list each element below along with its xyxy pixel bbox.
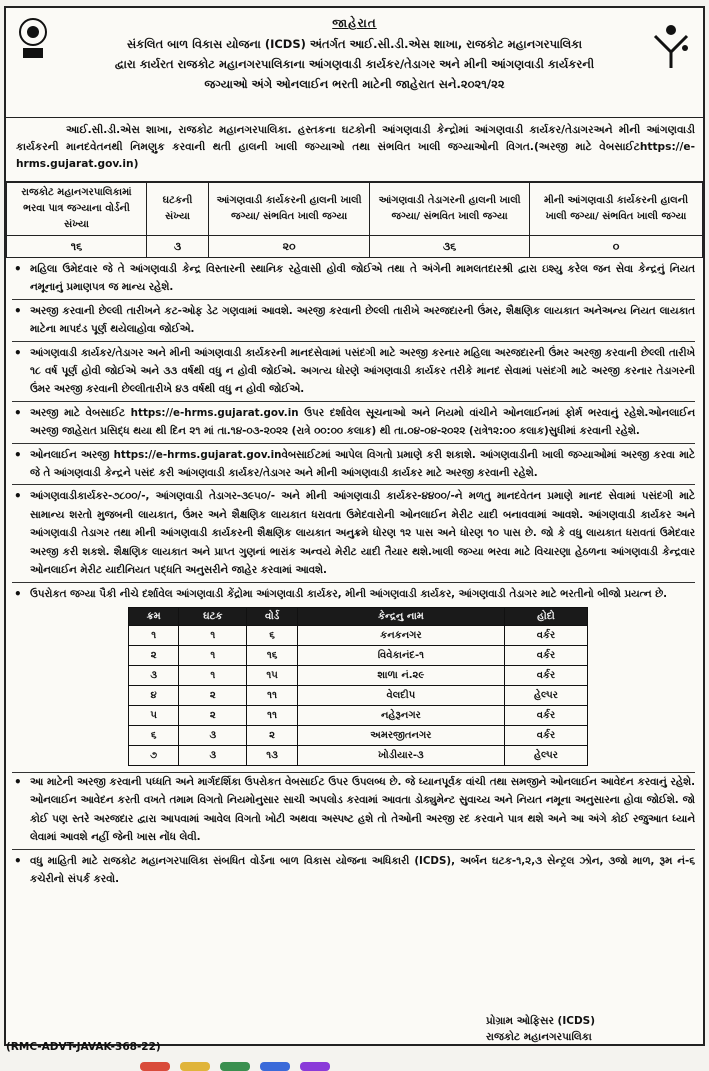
color-swatch — [180, 1062, 210, 1071]
list-item: • મહિલા ઉમેદવાર જે તે આંગણવાડી કેન્દ્ર વિસ્તારની સ્થાનિક રહેવાસી હોવી જોઈએ તથા તે અંગેની મામલતદારશ્રી દ્વારા ઇશ્યુ કરેલ જન સેવા કેન્દ્રનું નિયત નમૂનાનું પ્રમાણપત્ર જ માન્ય રહેશે. — [12, 260, 695, 300]
list-item: • અરજી માટે વેબસાઈટ https://e-hrms.gujarat.gov.in ઉપર દર્શાવેલ સૂચનાઓ અને નિયમો વાંચીને ઓનલાઈનમાં ફોર્મ ભરવાનું રહેશે.ઓનલાઈન અરજી જાહેરાત પ્રસિદ્ધ થયા થી દિન ૨૧ માં તા.૧૪-૦૩-૨૦૨૨ (રાત્રે ૦૦:૦૦ કલાક) થી તા.૦૪-૦૪-૨૦૨૨ (રાત્રે૧૨:૦૦ કલાક)સુધીમાં કરવાની રહેશે. — [12, 404, 695, 444]
table-cell: ૨ — [129, 645, 179, 665]
table-cell: ૧૬ — [247, 645, 298, 665]
advertisement-code: (RMC-ADVT-JAVAK-368-22) — [6, 1041, 161, 1053]
color-swatch — [140, 1062, 170, 1071]
table-row — [129, 685, 588, 705]
table-cell: હેલ્પર — [504, 745, 587, 765]
signature-title: પ્રોગ્રામ ઓફિસર (ICDS) — [486, 1015, 596, 1027]
signature-org: રાજકોટ મહાનગરપાલિકા — [486, 1031, 592, 1043]
table-cell: ૧ — [179, 625, 247, 645]
table-row — [129, 745, 588, 765]
table-cell: ૧ — [179, 645, 247, 665]
table-cell: ૪ — [129, 685, 179, 705]
list-item-text: ઓનલાઈન અરજી https://e-hrms.gujarat.gov.inવેબસાઈટમાં આપેલ વિગતો પ્રમાણે કરી શકાશે. આંગણવાડીની ખાલી જગ્યાઓમાં અરજી કરવા માટે જે તે આંગણવાડી કેન્દ્રને પસંદ કરી આંગણવાડી કાર્યકર/તેડાગર અને મીની આંગણવાડી કાર્યકર માટે અરજી કરવાની રહેશે. — [30, 448, 695, 480]
vacancy-value-worker: ૨૦ — [209, 236, 370, 258]
list-item: • અરજી કરવાની છેલ્લી તારીખને કટ-ઓફ ડેટ ગણવામાં આવશે. અરજી કરવાની છેલ્લી તારીખે અરજદારની ઉંમર, શૈક્ષણિક લાયકાત અનેઅન્ય નિયત લાયકાત માટેના માપદંડ પૂર્ણ થયેલાહોવા જોઈએ. — [12, 302, 695, 342]
centers-header-serial: ક્રમ — [129, 607, 179, 625]
list-item-text: અરજી માટે વેબસાઈટ https://e-hrms.gujarat.gov.in ઉપર દર્શાવેલ સૂચનાઓ અને નિયમો વાંચીને ઓનલાઈનમાં ફોર્મ ભરવાનું રહેશે.ઓનલાઈન અરજી જાહેરાત પ્રસિદ્ધ થયા થી દિન ૨૧ માં તા.૧૪-૦૩-૨૦૨૨ (રાત્રે ૦૦:૦૦ કલાક) થી તા.૦૪-૦૪-૨૦૨૨ (રાત્રે૧૨:૦૦ કલાક)સુધીમાં કરવાની રહેશે. — [30, 406, 695, 438]
list-item-text: અરજી કરવાની છેલ્લી તારીખને કટ-ઓફ ડેટ ગણવામાં આવશે. અરજી કરવાની છેલ્લી તારીખે અરજદારની ઉંમર, શૈક્ષણિક લાયકાત અનેઅન્ય નિયત લાયકાત માટેના માપદંડ પૂર્ણ થયેલાહોવા જોઈએ. — [30, 304, 695, 336]
list-item-text: આંગણવાડીકાર્યકર-૭૮૦૦/-, આંગણવાડી તેડાગર-૩૯૫૦/- અને મીની આંગણવાડી કાર્યકર-૪૪૦૦/-ને મળતુ માનદવેતન પ્રમાણે માનદ સેવામાં પસંદગી માટે સામાન્ય શરતો મુજબની લાયકાત, ઉંમર અને શૈક્ષણિક લાયકાત ધરાવતા ઉમેદવારોની ઓનલાઈન મેરીટ યાદી બનાવવામાં આવશે. આંગણવાડી કાર્યકર અને આંગણવાડી તેડાગર તથા મીની આંગણવાડી કાર્યકરની શૈક્ષણિક લાયકાત અનુક્રમે ધોરણ ૧૨ પાસ અને ધોરણ ૧૦ પાસ છે. જો કે વધુ લાયકાત ધરાવતાં ઉમેદવાર અરજી કરી શકશે. શૈક્ષણિક લાયકાત અને પ્રાપ્ત ગુણનાં ભારાંક અન્વયે મેરીટ યાદી તૈયાર થશે.ખાલી જગ્યા ભરવા માટે વિચારણા હેઠળના આંગણવાડી કેન્દ્રવાર ઓનલાઈન મેરીટ યાદીનિયત પદ્ધતિ અનુસરીને જાહેર કરવામાં આવશે. — [30, 490, 695, 577]
vacancy-header-units: ઘટકની સંખ્યા — [147, 183, 209, 236]
color-swatch — [300, 1062, 330, 1071]
list-item: • આ માટેની અરજી કરવાની પધ્ધતિ અને માર્ગદર્શિકા ઉપરોકત વેબસાઈટ ઉપર ઉપલબ્ધ છે. જે ધ્યાનપૂર્વક વાંચી તથા સમજીને ઓનલાઈન આવેદન કરવાનું રહેશે. ઓનલાઈન આવેદન કરતી વખતે તમામ વિગતો નિયમોનુસાર સાચી અપલોડ કરવામાં આવતા ડોક્યુમેન્ટ સુવાચ્ય અને નિયત નમૂના અનુસારના હોવા જોઈશે. જો કોઈ પણ સ્તરે અરજદાર દ્વારા આપવામાં આવેલ વિગતો ખોટી અથવા અસ્પષ્ટ હશે તો તેઓની અરજી રદ કરવાને પાત્ર થશે અને આ અંગે કોઈ રજુઆત ધ્યાને લેવામાં આવશે નહીં જેની ખાસ નોંધ લેવી. — [12, 772, 695, 850]
vacancy-header-worker: આંગણવાડી કાર્યકરની હાલની ખાલી જગ્યા/ સંભવિત ખાલી જગ્યા — [209, 183, 370, 236]
list-item-text: ઉપરોકત જગ્યા પૈકી નીચે દર્શાવેલ આંગણવાડી કેંદ્રોમા આંગણવાડી કાર્યકર, મીની આંગણવાડી કાર્યકર, આંગણવાડી તેડાગર માટે ભરતીનો બીજો પ્રયત્ન છે. — [30, 587, 668, 600]
table-cell: ખોડીયાર-૩ — [297, 745, 504, 765]
list-item-text: વધુ માહિતી માટે રાજકોટ મહાનગરપાલિકા સંબધિત વોર્ડના બાળ વિકાસ યોજના અધિકારી (ICDS), અર્બન ઘટક-૧,૨,૩ સેન્ટ્રલ ઝોન, ૩જો માળ, રૂમ નં-૬ કચેરીનો સંપર્ક કરવો. — [30, 854, 695, 885]
table-cell: વેલદીપ — [297, 685, 504, 705]
table-cell: ૧૧ — [247, 685, 298, 705]
icds-logo-icon — [647, 22, 695, 70]
header — [6, 8, 703, 118]
table-cell: ૭ — [129, 745, 179, 765]
table-cell: ૬ — [129, 725, 179, 745]
table-cell: ૫ — [129, 705, 179, 725]
header-line-2: દ્વારા કાર્યરત રાજકોટ મહાનગરપાલિકાના આંગણવાડી કાર્યકર/તેડાગર અને મીની આંગણવાડી કાર્યકરની — [114, 57, 595, 71]
table-cell: વર્કર — [504, 625, 587, 645]
conditions-list — [6, 258, 703, 890]
table-cell: ૨ — [179, 705, 247, 725]
table-cell: ૩ — [179, 745, 247, 765]
table-cell: ૨ — [179, 685, 247, 705]
vacancy-value-mini-worker: ૦ — [530, 236, 703, 258]
table-cell: ૧ — [129, 625, 179, 645]
list-item: • આંગણવાડી કાર્યકર/તેડાગર અને મીની આંગણવાડી કાર્યકરની માનદસેવામાં પસંદગી માટે અરજી કરનાર મહિલા અરજદારની ઉંમર અરજી કરવાની છેલ્લી તારીખે ૧૮ વર્ષ પૂર્ણ હોવી જોઈએ અને ૩૩ વર્ષથી વધુ ન હોવી જોઈએ. અગત્ય ધોરણે આંગણવાડી કાર્યકર તરીકે માનદ સેવામાં પસંદગી માટે અરજી કરનાર તેડાગરની ઉંમર અરજી કરવાની છેલ્લીતારીખે ૪૩ વર્ષથી વધુ ન હોવી જોઈએ. — [12, 344, 695, 402]
advertisement-page — [4, 6, 705, 1046]
table-cell: ૨ — [247, 725, 298, 745]
table-row — [129, 705, 588, 725]
centers-header-center-name: કેન્દ્રનુ નામ — [297, 607, 504, 625]
centers-table — [128, 607, 588, 766]
centers-header-unit: ઘટક — [179, 607, 247, 625]
announcement-tag: જાહેરાત — [332, 16, 377, 30]
table-cell: વર્કર — [504, 725, 587, 745]
vacancy-header-mini-worker: મીની આંગણવાડી કાર્યકરની હાલની ખાલી જગ્યા/ સંભવિત ખાલી જગ્યા — [530, 183, 703, 236]
header-line-1: સંકલિત બાળ વિકાસ યોજના (ICDS) અંતર્ગત આઈ.સી.ડી.એસ શાખા, રાજકોટ મહાનગરપાલિકા — [126, 37, 583, 51]
rmc-emblem-icon — [14, 16, 52, 62]
table-cell: ૧ — [179, 665, 247, 685]
vacancy-value-units: ૩ — [147, 236, 209, 258]
list-item-text: મહિલા ઉમેદવાર જે તે આંગણવાડી કેન્દ્ર વિસ્તારની સ્થાનિક રહેવાસી હોવી જોઈએ તથા તે અંગેની મામલતદારશ્રી દ્વારા ઇશ્યુ કરેલ જન સેવા કેન્દ્રનું નિયત નમૂનાનું પ્રમાણપત્ર જ માન્ય રહેશે. — [30, 263, 695, 294]
vacancy-header-wards: રાજકોટ મહાનગરપાલિકામાં ભરવા પાત્ર જગ્યાના વોર્ડની સંખ્યા — [7, 183, 147, 236]
table-cell: ૬ — [247, 625, 298, 645]
vacancy-value-helper: ૩૬ — [370, 236, 530, 258]
list-item: • ઓનલાઈન અરજી https://e-hrms.gujarat.gov.inવેબસાઈટમાં આપેલ વિગતો પ્રમાણે કરી શકાશે. આંગણવાડીની ખાલી જગ્યાઓમાં અરજી કરવા માટે જે તે આંગણવાડી કેન્દ્રને પસંદ કરી આંગણવાડી કાર્યકર/તેડાગર અને મીની આંગણવાડી કાર્યકર માટે અરજી કરવાની રહેશે. — [12, 446, 695, 486]
table-cell: વર્કર — [504, 705, 587, 725]
table-cell: ૩ — [129, 665, 179, 685]
table-cell: વર્કર — [504, 645, 587, 665]
vacancy-header-helper: આંગણવાડી તેડાગરની હાલની ખાલી જગ્યા/ સંભવિત ખાલી જગ્યા — [370, 183, 530, 236]
centers-header-post: હોદો — [504, 607, 587, 625]
table-cell: શાળા નં.૨૯ — [297, 665, 504, 685]
table-cell: નહેરૂનગર — [297, 705, 504, 725]
intro-paragraph: આઈ.સી.ડી.એસ શાખા, રાજકોટ મહાનગરપાલિકા. હસ્તકના ઘટકોની આંગણવાડી કેન્દ્રોમાં આંગણવાડી કાર્યકર/તેડાગરઅને મીની આંગણવાડી કાર્યકરની માનદવેતનથી નિમણુક કરવાની થતી હાલની ખાલી જગ્યાઓ તથા સંભવિત ખાલી જગ્યાઓની વિગત.(અરજી માટે વેબસાઈટhttps://e-hrms.gujarat.gov.in) — [6, 118, 703, 182]
list-item: • વધુ માહિતી માટે રાજકોટ મહાનગરપાલિકા સંબધિત વોર્ડના બાળ વિકાસ યોજના અધિકારી (ICDS), અર્બન ઘટક-૧,૨,૩ સેન્ટ્રલ ઝોન, ૩જો માળ, રૂમ નં-૬ કચેરીનો સંપર્ક કરવો. — [14, 853, 695, 885]
table-cell: ૧૩ — [247, 745, 298, 765]
color-swatch — [220, 1062, 250, 1071]
list-item: • ઉપરોકત જગ્યા પૈકી નીચે દર્શાવેલ આંગણવાડી કેંદ્રોમા આંગણવાડી કાર્યકર, મીની આંગણવાડી કાર્યકર, આંગણવાડી તેડાગર માટે ભરતીનો બીજો પ્રયત્ન છે. — [14, 586, 668, 601]
list-item-text: આંગણવાડી કાર્યકર/તેડાગર અને મીની આંગણવાડી કાર્યકરની માનદસેવામાં પસંદગી માટે અરજી કરનાર મહિલા અરજદારની ઉંમર અરજી કરવાની છેલ્લી તારીખે ૧૮ વર્ષ પૂર્ણ હોવી જોઈએ અને ૩૩ વર્ષથી વધુ ન હોવી જોઈએ. અગત્ય ધોરણે આંગણવાડી કાર્યકર તરીકે માનદ સેવામાં પસંદગી માટે અરજી કરનાર તેડાગરની ઉંમર અરજી કરવાની છેલ્લીતારીખે ૪૩ વર્ષથી વધુ ન હોવી જોઈએ. — [30, 346, 695, 396]
color-swatch — [260, 1062, 290, 1071]
table-cell: ૧૫ — [247, 665, 298, 685]
table-row — [129, 665, 588, 685]
table-row — [129, 625, 588, 645]
table-cell: ૩ — [179, 725, 247, 745]
table-cell: કનકનગર — [297, 625, 504, 645]
table-cell: વર્કર — [504, 665, 587, 685]
list-item: • આંગણવાડીકાર્યકર-૭૮૦૦/-, આંગણવાડી તેડાગર-૩૯૫૦/- અને મીની આંગણવાડી કાર્યકર-૪૪૦૦/-ને મળતુ માનદવેતન પ્રમાણે માનદ સેવામાં પસંદગી માટે સામાન્ય શરતો મુજબની લાયકાત, ઉંમર અને શૈક્ષણિક લાયકાત ધરાવતા ઉમેદવારોની ઓનલાઈન મેરીટ યાદી બનાવવામાં આવશે. આંગણવાડી કાર્યકર અને આંગણવાડી તેડાગર તથા મીની આંગણવાડી કાર્યકરની શૈક્ષણિક લાયકાત અનુક્રમે ધોરણ ૧૨ પાસ અને ધોરણ ૧૦ પાસ છે. જો કે વધુ લાયકાત ધરાવતાં ઉમેદવાર અરજી કરી શકશે. શૈક્ષણિક લાયકાત અને પ્રાપ્ત ગુણનાં ભારાંક અન્વયે મેરીટ યાદી તૈયાર થશે.ખાલી જગ્યા ભરવા માટે વિચારણા હેઠળના આંગણવાડી કેન્દ્રવાર ઓનલાઈન મેરીટ યાદીનિયત પદ્ધતિ અનુસરીને જાહેર કરવામાં આવશે. — [12, 487, 695, 582]
table-cell: વિવેકાનંદ-૧ — [297, 645, 504, 665]
table-cell: હેલ્પર — [504, 685, 587, 705]
table-row — [129, 725, 588, 745]
table-cell: અમરજીતનગર — [297, 725, 504, 745]
vacancy-table — [6, 182, 703, 258]
centers-header-ward: વોર્ડ — [247, 607, 298, 625]
header-line-3: જગ્યાઓ અંગે ઓનલાઈન ભરતી માટેની જાહેરાત સને.૨૦૨૧/૨૨ — [204, 77, 505, 91]
list-item-text: આ માટેની અરજી કરવાની પધ્ધતિ અને માર્ગદર્શિકા ઉપરોકત વેબસાઈટ ઉપર ઉપલબ્ધ છે. જે ધ્યાનપૂર્વક વાંચી તથા સમજીને ઓનલાઈન આવેદન કરવાનું રહેશે. ઓનલાઈન આવેદન કરતી વખતે તમામ વિગતો નિયમોનુસાર સાચી અપલોડ કરવામાં આવતા ડોક્યુમેન્ટ સુવાચ્ય અને નિયત નમૂના અનુસારના હોવા જોઈશે. જો કોઈ પણ સ્તરે અરજદાર દ્વારા આપવામાં આવેલ વિગતો ખોટી અથવા અસ્પષ્ટ હશે તો તેઓની અરજી રદ કરવાને પાત્ર થશે અને આ અંગે કોઈ રજુઆત ધ્યાને લેવામાં આવશે નહીં જેની ખાસ નોંધ લેવી. — [30, 775, 695, 844]
table-row — [129, 645, 588, 665]
decorative-color-strip — [140, 1062, 600, 1071]
vacancy-value-wards: ૧૬ — [7, 236, 147, 258]
table-cell: ૧૧ — [247, 705, 298, 725]
